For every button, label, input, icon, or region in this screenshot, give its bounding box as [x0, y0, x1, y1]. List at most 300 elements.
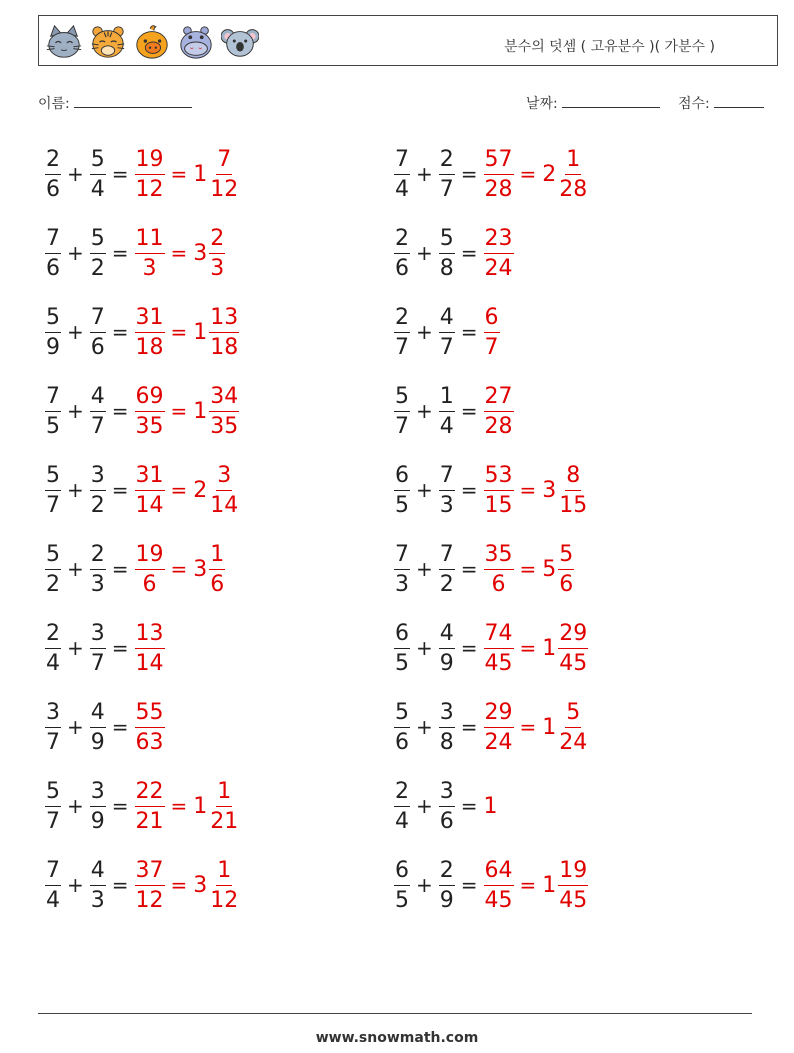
equals-sign: =	[170, 399, 188, 423]
mixed-fraction	[209, 383, 239, 440]
numerator: 3	[90, 620, 106, 649]
denominator: 4	[395, 176, 409, 202]
equals-sign: =	[460, 241, 478, 265]
numerator: 2	[45, 620, 61, 649]
addend-fraction	[45, 857, 61, 914]
mixed-whole: 2	[542, 161, 557, 187]
problem-item	[394, 139, 588, 209]
mixed-fraction	[209, 462, 239, 519]
answer-fraction	[484, 383, 514, 440]
addend-fraction	[90, 778, 106, 835]
equals-sign: =	[460, 557, 478, 581]
answer	[484, 794, 498, 819]
addend-fraction	[394, 225, 410, 282]
addend-fraction	[439, 304, 455, 361]
equals-sign: =	[111, 557, 129, 581]
mixed-whole: 3	[542, 477, 557, 503]
plus-sign: +	[416, 478, 433, 502]
problem-item	[45, 850, 239, 920]
problem-item	[45, 613, 165, 683]
equals-sign: =	[519, 873, 537, 897]
footer-divider	[38, 1013, 752, 1014]
numerator: 6	[394, 857, 410, 886]
plus-sign: +	[416, 241, 433, 265]
addend-fraction	[90, 304, 106, 361]
addend-fraction	[45, 541, 61, 598]
answer	[135, 462, 240, 519]
answer	[484, 146, 589, 203]
worksheet-title: 분수의 덧셈 ( 고유분수 )( 가분수 )	[504, 39, 715, 55]
plus-sign: +	[416, 873, 433, 897]
addend-fraction	[439, 225, 455, 282]
denominator: 7	[395, 334, 409, 360]
denominator: 3	[90, 571, 105, 597]
denominator: 63	[135, 729, 164, 755]
numerator: 2	[394, 225, 410, 254]
numerator: 23	[484, 225, 514, 254]
numerator: 19	[135, 541, 165, 570]
mixed-fraction	[209, 541, 225, 598]
denominator: 18	[135, 334, 164, 360]
addend-fraction	[439, 620, 455, 677]
denominator: 7	[439, 176, 454, 202]
plus-sign: +	[67, 557, 84, 581]
answer-fraction	[484, 857, 514, 914]
addend-fraction	[90, 146, 106, 203]
denominator: 9	[90, 729, 105, 755]
equals-sign: =	[111, 715, 129, 739]
denominator: 2	[90, 255, 105, 281]
equals-sign: =	[111, 636, 129, 660]
answer	[135, 857, 240, 914]
plus-sign: +	[67, 162, 84, 186]
equals-sign: =	[460, 162, 478, 186]
addend-fraction	[439, 462, 455, 519]
denominator: 3	[90, 887, 105, 913]
numerator: 7	[394, 541, 410, 570]
addend-fraction	[394, 462, 410, 519]
plus-sign: +	[416, 557, 433, 581]
answer	[484, 857, 589, 914]
numerator: 7	[90, 304, 106, 333]
numerator: 3	[45, 699, 61, 728]
numerator: 1	[209, 541, 225, 570]
denominator: 7	[46, 729, 60, 755]
mixed-whole: 1	[542, 872, 557, 898]
problem-item	[45, 376, 239, 446]
mixed-fraction	[209, 778, 239, 835]
denominator: 12	[210, 887, 239, 913]
denominator: 3	[142, 255, 157, 281]
numerator: 5	[45, 462, 61, 491]
addend-fraction	[394, 146, 410, 203]
numerator: 3	[90, 778, 106, 807]
problem-item	[45, 297, 239, 367]
denominator: 6	[46, 176, 60, 202]
denominator: 3	[439, 492, 454, 518]
answer	[484, 462, 589, 519]
numerator: 27	[484, 383, 514, 412]
equals-sign: =	[170, 557, 188, 581]
numerator: 5	[558, 541, 574, 570]
denominator: 24	[484, 255, 513, 281]
answer-fraction	[135, 778, 165, 835]
mixed-whole: 3	[193, 240, 208, 266]
addend-fraction	[45, 620, 61, 677]
answer-fraction	[484, 541, 514, 598]
answer-fraction	[135, 620, 165, 677]
denominator: 14	[210, 492, 239, 518]
mixed-whole: 1	[193, 319, 208, 345]
numerator: 6	[484, 304, 500, 333]
numerator: 1	[565, 146, 581, 175]
equals-sign: =	[111, 162, 129, 186]
problem-item	[394, 376, 514, 446]
equals-sign: =	[111, 478, 129, 502]
denominator: 6	[142, 571, 157, 597]
problem-item	[394, 455, 588, 525]
addend-fraction	[439, 857, 455, 914]
equals-sign: =	[460, 715, 478, 739]
numerator: 2	[90, 541, 106, 570]
numerator: 53	[484, 462, 514, 491]
problem-item	[45, 692, 165, 762]
denominator: 8	[439, 729, 454, 755]
mixed-whole: 1	[193, 161, 208, 187]
numerator: 5	[565, 699, 581, 728]
denominator: 24	[559, 729, 588, 755]
problem-item	[45, 771, 239, 841]
equals-sign: =	[111, 399, 129, 423]
numerator: 7	[216, 146, 232, 175]
denominator: 4	[46, 887, 60, 913]
denominator: 12	[135, 176, 164, 202]
plus-sign: +	[67, 478, 84, 502]
equals-sign: =	[170, 478, 188, 502]
answer	[135, 225, 226, 282]
numerator: 2	[439, 857, 455, 886]
equals-sign: =	[460, 478, 478, 502]
addend-fraction	[439, 383, 455, 440]
answer	[484, 383, 514, 440]
numerator: 19	[135, 146, 165, 175]
answer-fraction	[484, 620, 514, 677]
answer-fraction	[135, 462, 165, 519]
denominator: 45	[559, 887, 588, 913]
denominator: 12	[135, 887, 164, 913]
plus-sign: +	[67, 320, 84, 344]
denominator: 6	[395, 729, 409, 755]
numerator: 31	[135, 304, 165, 333]
equals-sign: =	[460, 320, 478, 344]
plus-sign: +	[67, 715, 84, 739]
denominator: 7	[439, 334, 454, 360]
problem-item	[45, 139, 239, 209]
answer-fraction	[484, 462, 514, 519]
denominator: 45	[484, 887, 513, 913]
answer-fraction	[484, 225, 514, 282]
mixed-whole: 1	[193, 398, 208, 424]
plus-sign: +	[67, 399, 84, 423]
denominator: 28	[484, 176, 513, 202]
denominator: 35	[135, 413, 164, 439]
denominator: 7	[46, 808, 60, 834]
numerator: 7	[45, 383, 61, 412]
answer-fraction	[135, 541, 165, 598]
date-label: 날짜:	[526, 96, 558, 112]
denominator: 7	[90, 650, 105, 676]
answer-fraction	[135, 225, 165, 282]
numerator: 5	[394, 699, 410, 728]
denominator: 6	[395, 255, 409, 281]
footer-site: www.snowmath.com	[315, 1030, 479, 1046]
mixed-fraction	[558, 146, 588, 203]
numerator: 55	[135, 699, 165, 728]
numerator: 69	[135, 383, 165, 412]
denominator: 6	[210, 571, 225, 597]
addend-fraction	[45, 146, 61, 203]
numerator: 37	[135, 857, 165, 886]
denominator: 4	[90, 176, 105, 202]
numerator: 4	[90, 699, 106, 728]
plus-sign: +	[416, 320, 433, 344]
problem-item	[394, 534, 574, 604]
numerator: 7	[439, 541, 455, 570]
denominator: 3	[395, 571, 409, 597]
numerator: 3	[90, 462, 106, 491]
numerator: 64	[484, 857, 514, 886]
numerator: 13	[135, 620, 165, 649]
denominator: 45	[484, 650, 513, 676]
mixed-whole: 5	[542, 556, 557, 582]
answer	[484, 620, 589, 677]
equals-sign: =	[460, 794, 478, 818]
denominator: 21	[210, 808, 239, 834]
numerator: 6	[394, 462, 410, 491]
addend-fraction	[90, 857, 106, 914]
denominator: 4	[395, 808, 409, 834]
denominator: 3	[210, 255, 225, 281]
numerator: 11	[135, 225, 165, 254]
numerator: 7	[45, 225, 61, 254]
denominator: 24	[484, 729, 513, 755]
numerator: 6	[394, 620, 410, 649]
answer-fraction	[135, 699, 165, 756]
addend-fraction	[394, 383, 410, 440]
plus-sign: +	[416, 794, 433, 818]
numerator: 2	[439, 146, 455, 175]
problem-item	[394, 613, 588, 683]
plus-sign: +	[416, 636, 433, 660]
addend-fraction	[394, 857, 410, 914]
numerator: 5	[45, 304, 61, 333]
denominator: 9	[439, 887, 454, 913]
numerator: 7	[45, 857, 61, 886]
numerator: 3	[439, 699, 455, 728]
numerator: 1	[439, 383, 455, 412]
equals-sign: =	[460, 873, 478, 897]
answer-fraction	[135, 304, 165, 361]
equals-sign: =	[460, 636, 478, 660]
answer-integer: 1	[483, 793, 498, 819]
numerator: 2	[45, 146, 61, 175]
problem-item	[394, 850, 588, 920]
mixed-fraction	[209, 304, 239, 361]
numerator: 7	[394, 146, 410, 175]
plus-sign: +	[67, 873, 84, 897]
denominator: 45	[559, 650, 588, 676]
answer	[135, 383, 240, 440]
mixed-whole: 3	[193, 556, 208, 582]
numerator: 5	[45, 778, 61, 807]
denominator: 6	[491, 571, 506, 597]
answer-fraction	[135, 383, 165, 440]
denominator: 35	[210, 413, 239, 439]
denominator: 7	[484, 334, 499, 360]
denominator: 2	[439, 571, 454, 597]
equals-sign: =	[111, 241, 129, 265]
mixed-whole: 2	[193, 477, 208, 503]
numerator: 35	[484, 541, 514, 570]
numerator: 3	[216, 462, 232, 491]
numerator: 4	[439, 304, 455, 333]
denominator: 15	[484, 492, 513, 518]
denominator: 4	[46, 650, 60, 676]
denominator: 9	[439, 650, 454, 676]
mixed-whole: 3	[193, 872, 208, 898]
addend-fraction	[45, 778, 61, 835]
addend-fraction	[45, 699, 61, 756]
equals-sign: =	[460, 399, 478, 423]
mixed-fraction	[558, 462, 588, 519]
plus-sign: +	[416, 399, 433, 423]
addend-fraction	[394, 304, 410, 361]
equals-sign: =	[519, 162, 537, 186]
numerator: 4	[90, 857, 106, 886]
problem-item	[394, 692, 588, 762]
numerator: 19	[558, 857, 588, 886]
plus-sign: +	[416, 715, 433, 739]
denominator: 4	[439, 413, 454, 439]
answer	[484, 541, 575, 598]
answer-fraction	[135, 857, 165, 914]
denominator: 21	[135, 808, 164, 834]
numerator: 4	[90, 383, 106, 412]
denominator: 6	[90, 334, 105, 360]
answer	[484, 304, 500, 361]
plus-sign: +	[416, 162, 433, 186]
equals-sign: =	[170, 794, 188, 818]
addend-fraction	[45, 462, 61, 519]
addend-fraction	[45, 225, 61, 282]
denominator: 14	[135, 650, 164, 676]
answer-fraction	[484, 304, 500, 361]
plus-sign: +	[67, 636, 84, 660]
numerator: 13	[209, 304, 239, 333]
numerator: 22	[135, 778, 165, 807]
numerator: 29	[558, 620, 588, 649]
mixed-whole: 1	[542, 635, 557, 661]
addend-fraction	[439, 146, 455, 203]
mixed-fraction	[209, 225, 225, 282]
denominator: 5	[46, 413, 60, 439]
answer	[135, 304, 240, 361]
numerator: 2	[394, 304, 410, 333]
numerator: 5	[394, 383, 410, 412]
mixed-fraction	[558, 857, 588, 914]
addend-fraction	[439, 699, 455, 756]
numerator: 74	[484, 620, 514, 649]
denominator: 2	[46, 571, 60, 597]
denominator: 2	[90, 492, 105, 518]
denominator: 9	[90, 808, 105, 834]
addend-fraction	[439, 541, 455, 598]
addend-fraction	[90, 383, 106, 440]
addend-fraction	[90, 541, 106, 598]
numerator: 2	[209, 225, 225, 254]
numerator: 7	[439, 462, 455, 491]
problem-item	[45, 455, 239, 525]
equals-sign: =	[111, 873, 129, 897]
addend-fraction	[90, 462, 106, 519]
numerator: 8	[565, 462, 581, 491]
denominator: 7	[46, 492, 60, 518]
addend-fraction	[394, 620, 410, 677]
answer-fraction	[484, 699, 514, 756]
denominator: 28	[559, 176, 588, 202]
equals-sign: =	[519, 478, 537, 502]
problem-item	[45, 218, 225, 288]
numerator: 31	[135, 462, 165, 491]
denominator: 12	[210, 176, 239, 202]
equals-sign: =	[170, 320, 188, 344]
problem-item	[394, 218, 514, 288]
addend-fraction	[394, 699, 410, 756]
denominator: 9	[46, 334, 60, 360]
denominator: 7	[395, 413, 409, 439]
denominator: 7	[90, 413, 105, 439]
mixed-whole: 1	[193, 793, 208, 819]
problem-item	[394, 771, 498, 841]
answer-fraction	[135, 146, 165, 203]
addend-fraction	[394, 778, 410, 835]
numerator: 1	[216, 778, 232, 807]
addend-fraction	[90, 620, 106, 677]
denominator: 8	[439, 255, 454, 281]
equals-sign: =	[170, 873, 188, 897]
answer	[135, 620, 165, 677]
numerator: 1	[216, 857, 232, 886]
numerator: 34	[209, 383, 239, 412]
denominator: 6	[46, 255, 60, 281]
denominator: 6	[559, 571, 574, 597]
denominator: 5	[395, 650, 409, 676]
plus-sign: +	[67, 794, 84, 818]
mixed-fraction	[209, 857, 239, 914]
mixed-fraction	[558, 620, 588, 677]
mixed-fraction	[209, 146, 239, 203]
equals-sign: =	[519, 715, 537, 739]
equals-sign: =	[519, 636, 537, 660]
answer	[135, 699, 165, 756]
answer	[135, 778, 240, 835]
mixed-whole: 1	[542, 714, 557, 740]
denominator: 5	[395, 492, 409, 518]
answer	[135, 146, 240, 203]
numerator: 4	[439, 620, 455, 649]
answer	[484, 699, 589, 756]
denominator: 15	[559, 492, 588, 518]
